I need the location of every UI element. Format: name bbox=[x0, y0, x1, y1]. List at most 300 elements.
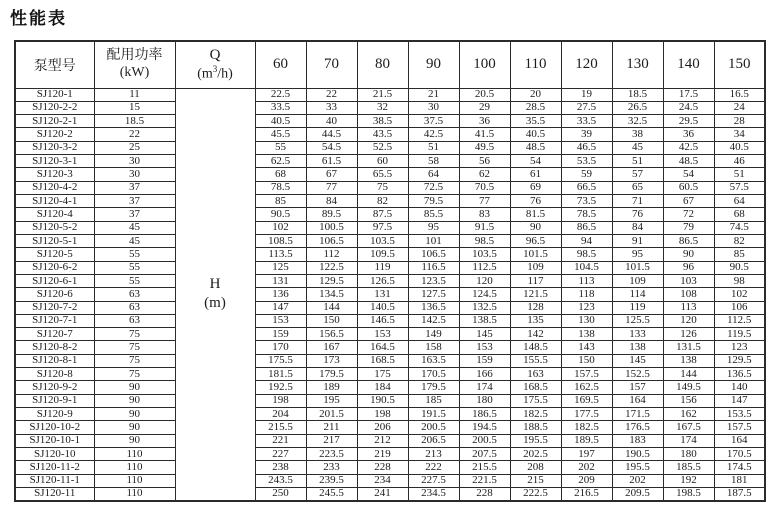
head-value-cell: 132.5 bbox=[459, 301, 510, 314]
head-value-cell: 202.5 bbox=[510, 447, 561, 460]
head-value-cell: 126 bbox=[663, 328, 714, 341]
rated-power-cell: 37 bbox=[94, 208, 175, 221]
head-value-cell: 58 bbox=[408, 155, 459, 168]
table-row bbox=[15, 155, 765, 168]
head-value-cell: 207.5 bbox=[459, 447, 510, 460]
head-value-cell: 176.5 bbox=[612, 421, 663, 434]
rated-power-cell: 15 bbox=[94, 101, 175, 114]
head-value-cell: 69 bbox=[510, 181, 561, 194]
head-value-cell: 206 bbox=[357, 421, 408, 434]
page-title: 性能表 bbox=[10, 9, 67, 28]
head-value-cell: 179.5 bbox=[408, 381, 459, 394]
rated-power-cell: 75 bbox=[94, 368, 175, 381]
head-value-cell: 28 bbox=[714, 115, 765, 128]
head-value-cell: 19 bbox=[561, 88, 612, 101]
table-row bbox=[15, 261, 765, 274]
head-value-cell: 185 bbox=[408, 394, 459, 407]
head-value-cell: 36 bbox=[663, 128, 714, 141]
table-row bbox=[15, 328, 765, 341]
head-value-cell: 117 bbox=[510, 274, 561, 287]
head-value-cell: 91 bbox=[612, 234, 663, 247]
head-value-cell: 77 bbox=[306, 181, 357, 194]
head-value-cell: 61.5 bbox=[306, 155, 357, 168]
rated-power-cell: 75 bbox=[94, 354, 175, 367]
header-flow-100: 100 bbox=[459, 41, 510, 88]
pump-model-cell: SJ120-8 bbox=[15, 368, 94, 381]
head-value-cell: 65.5 bbox=[357, 168, 408, 181]
head-value-cell: 243.5 bbox=[255, 474, 306, 487]
pump-model-cell: SJ120-6 bbox=[15, 288, 94, 301]
table-row bbox=[15, 408, 765, 421]
pump-model-cell: SJ120-1 bbox=[15, 88, 94, 101]
head-value-cell: 206.5 bbox=[408, 434, 459, 447]
pump-model-cell: SJ120-4 bbox=[15, 208, 94, 221]
table-row bbox=[15, 487, 765, 500]
head-value-cell: 180 bbox=[459, 394, 510, 407]
head-value-cell: 118 bbox=[561, 288, 612, 301]
table-row bbox=[15, 248, 765, 261]
head-value-cell: 170.5 bbox=[408, 368, 459, 381]
head-value-cell: 217 bbox=[306, 434, 357, 447]
head-value-cell: 127.5 bbox=[408, 288, 459, 301]
pump-model-cell: SJ120-8-1 bbox=[15, 354, 94, 367]
head-meters-line2: (m) bbox=[204, 295, 226, 312]
head-value-cell: 152.5 bbox=[612, 368, 663, 381]
pump-model-cell: SJ120-6-2 bbox=[15, 261, 94, 274]
head-value-cell: 195.5 bbox=[510, 434, 561, 447]
pump-model-cell: SJ120-7-2 bbox=[15, 301, 94, 314]
head-value-cell: 64 bbox=[714, 195, 765, 208]
head-value-cell: 175.5 bbox=[510, 394, 561, 407]
head-value-cell: 175.5 bbox=[255, 354, 306, 367]
head-value-cell: 221.5 bbox=[459, 474, 510, 487]
head-value-cell: 234 bbox=[357, 474, 408, 487]
head-value-cell: 153 bbox=[357, 328, 408, 341]
head-value-cell: 159 bbox=[459, 354, 510, 367]
rated-power-cell: 18.5 bbox=[94, 115, 175, 128]
head-value-cell: 241 bbox=[357, 487, 408, 500]
rated-power-cell: 25 bbox=[94, 141, 175, 154]
head-value-cell: 108 bbox=[663, 288, 714, 301]
header-pump-model: 泵型号 bbox=[15, 41, 94, 88]
head-value-cell: 54 bbox=[510, 155, 561, 168]
head-value-cell: 43.5 bbox=[357, 128, 408, 141]
head-value-cell: 140.5 bbox=[357, 301, 408, 314]
head-value-cell: 83 bbox=[459, 208, 510, 221]
head-value-cell: 103 bbox=[663, 274, 714, 287]
head-value-cell: 126.5 bbox=[357, 274, 408, 287]
head-value-cell: 130 bbox=[561, 314, 612, 327]
head-value-cell: 131.5 bbox=[663, 341, 714, 354]
table-row bbox=[15, 381, 765, 394]
head-value-cell: 180 bbox=[663, 447, 714, 460]
head-value-cell: 121.5 bbox=[510, 288, 561, 301]
head-value-cell: 54.5 bbox=[306, 141, 357, 154]
head-value-cell: 133 bbox=[612, 328, 663, 341]
head-value-cell: 123 bbox=[714, 341, 765, 354]
table-row bbox=[15, 354, 765, 367]
head-value-cell: 38.5 bbox=[357, 115, 408, 128]
pump-model-cell: SJ120-9 bbox=[15, 408, 94, 421]
head-value-cell: 112.5 bbox=[714, 314, 765, 327]
table-row bbox=[15, 195, 765, 208]
head-value-cell: 76 bbox=[612, 208, 663, 221]
head-value-cell: 156.5 bbox=[306, 328, 357, 341]
pump-model-cell: SJ120-8-2 bbox=[15, 341, 94, 354]
head-value-cell: 227 bbox=[255, 447, 306, 460]
head-value-cell: 73.5 bbox=[561, 195, 612, 208]
head-value-cell: 102 bbox=[255, 221, 306, 234]
head-value-cell: 38 bbox=[612, 128, 663, 141]
head-value-cell: 125.5 bbox=[612, 314, 663, 327]
head-value-cell: 167 bbox=[306, 341, 357, 354]
head-value-cell: 136.5 bbox=[408, 301, 459, 314]
head-value-cell: 46 bbox=[714, 155, 765, 168]
head-value-cell: 119 bbox=[357, 261, 408, 274]
head-value-cell: 79.5 bbox=[408, 195, 459, 208]
head-value-cell: 71 bbox=[612, 195, 663, 208]
head-value-cell: 145 bbox=[459, 328, 510, 341]
head-value-cell: 189.5 bbox=[561, 434, 612, 447]
head-value-cell: 129.5 bbox=[714, 354, 765, 367]
pump-model-cell: SJ120-5-1 bbox=[15, 234, 94, 247]
head-value-cell: 18.5 bbox=[612, 88, 663, 101]
head-value-cell: 57.5 bbox=[714, 181, 765, 194]
head-value-cell: 72.5 bbox=[408, 181, 459, 194]
table-row bbox=[15, 274, 765, 287]
head-value-cell: 182.5 bbox=[510, 408, 561, 421]
head-value-cell: 156 bbox=[663, 394, 714, 407]
head-value-cell: 112.5 bbox=[459, 261, 510, 274]
head-value-cell: 42.5 bbox=[663, 141, 714, 154]
rated-power-cell: 37 bbox=[94, 195, 175, 208]
head-value-cell: 174 bbox=[459, 381, 510, 394]
pump-model-cell: SJ120-2-2 bbox=[15, 101, 94, 114]
head-value-cell: 215.5 bbox=[459, 461, 510, 474]
head-value-cell: 86.5 bbox=[663, 234, 714, 247]
head-value-cell: 54 bbox=[663, 168, 714, 181]
header-rated-power-line1: 配用功率 bbox=[106, 47, 163, 63]
rated-power-cell: 30 bbox=[94, 155, 175, 168]
head-value-cell: 119 bbox=[612, 301, 663, 314]
head-value-cell: 90.5 bbox=[255, 208, 306, 221]
head-value-cell: 209 bbox=[561, 474, 612, 487]
head-value-cell: 181 bbox=[714, 474, 765, 487]
table-row bbox=[15, 208, 765, 221]
head-value-cell: 153 bbox=[459, 341, 510, 354]
head-value-cell: 168.5 bbox=[510, 381, 561, 394]
head-value-cell: 51 bbox=[714, 168, 765, 181]
rated-power-cell: 110 bbox=[94, 461, 175, 474]
head-value-cell: 128 bbox=[510, 301, 561, 314]
head-value-cell: 164.5 bbox=[357, 341, 408, 354]
head-value-cell: 17.5 bbox=[663, 88, 714, 101]
head-value-cell: 29 bbox=[459, 101, 510, 114]
head-value-cell: 98.5 bbox=[561, 248, 612, 261]
head-value-cell: 119.5 bbox=[714, 328, 765, 341]
head-value-cell: 40.5 bbox=[255, 115, 306, 128]
header-flow-70: 70 bbox=[306, 41, 357, 88]
head-value-cell: 109.5 bbox=[357, 248, 408, 261]
flow-unit-close: /h) bbox=[217, 66, 233, 82]
table-row bbox=[15, 341, 765, 354]
head-value-cell: 129.5 bbox=[306, 274, 357, 287]
head-value-cell: 239.5 bbox=[306, 474, 357, 487]
head-value-cell: 157.5 bbox=[561, 368, 612, 381]
head-value-cell: 197 bbox=[561, 447, 612, 460]
head-value-cell: 150 bbox=[306, 314, 357, 327]
head-value-cell: 116.5 bbox=[408, 261, 459, 274]
head-value-cell: 146.5 bbox=[357, 314, 408, 327]
header-rated-power-line2: (kW) bbox=[119, 64, 150, 80]
head-value-cell: 91.5 bbox=[459, 221, 510, 234]
head-meters-line1: H bbox=[209, 276, 221, 293]
rated-power-cell: 110 bbox=[94, 474, 175, 487]
head-value-cell: 76 bbox=[510, 195, 561, 208]
head-value-cell: 164 bbox=[714, 434, 765, 447]
head-value-cell: 86.5 bbox=[561, 221, 612, 234]
head-value-cell: 55 bbox=[255, 141, 306, 154]
head-value-cell: 22.5 bbox=[255, 88, 306, 101]
head-value-cell: 109 bbox=[510, 261, 561, 274]
rated-power-cell: 90 bbox=[94, 434, 175, 447]
head-value-cell: 32 bbox=[357, 101, 408, 114]
head-value-cell: 66.5 bbox=[561, 181, 612, 194]
head-value-cell: 238 bbox=[255, 461, 306, 474]
head-value-cell: 75 bbox=[357, 181, 408, 194]
head-value-cell: 39 bbox=[561, 128, 612, 141]
head-value-cell: 120 bbox=[663, 314, 714, 327]
head-value-cell: 153 bbox=[255, 314, 306, 327]
head-value-cell: 158 bbox=[408, 341, 459, 354]
header-flow-60: 60 bbox=[255, 41, 306, 88]
head-value-cell: 144 bbox=[663, 368, 714, 381]
head-value-cell: 135 bbox=[510, 314, 561, 327]
head-value-cell: 68 bbox=[714, 208, 765, 221]
head-value-cell: 85 bbox=[714, 248, 765, 261]
head-value-cell: 208 bbox=[510, 461, 561, 474]
head-value-cell: 45 bbox=[612, 141, 663, 154]
head-value-cell: 27.5 bbox=[561, 101, 612, 114]
head-value-cell: 90 bbox=[510, 221, 561, 234]
head-value-cell: 234.5 bbox=[408, 487, 459, 500]
rated-power-cell: 110 bbox=[94, 447, 175, 460]
head-value-cell: 145 bbox=[612, 354, 663, 367]
head-value-cell: 60 bbox=[357, 155, 408, 168]
head-value-cell: 113 bbox=[561, 274, 612, 287]
head-value-cell: 212 bbox=[357, 434, 408, 447]
table-row bbox=[15, 234, 765, 247]
head-value-cell: 40 bbox=[306, 115, 357, 128]
head-value-cell: 84 bbox=[612, 221, 663, 234]
head-value-cell: 21 bbox=[408, 88, 459, 101]
head-value-cell: 123.5 bbox=[408, 274, 459, 287]
head-value-cell: 175 bbox=[357, 368, 408, 381]
head-value-cell: 106.5 bbox=[408, 248, 459, 261]
table-row bbox=[15, 368, 765, 381]
head-value-cell: 95 bbox=[408, 221, 459, 234]
pump-model-cell: SJ120-4-1 bbox=[15, 195, 94, 208]
head-value-cell: 40.5 bbox=[510, 128, 561, 141]
head-value-cell: 191.5 bbox=[408, 408, 459, 421]
head-value-cell: 64 bbox=[408, 168, 459, 181]
rated-power-cell: 55 bbox=[94, 248, 175, 261]
head-value-cell: 49.5 bbox=[459, 141, 510, 154]
pump-model-cell: SJ120-10-2 bbox=[15, 421, 94, 434]
head-value-cell: 147 bbox=[714, 394, 765, 407]
head-value-cell: 183 bbox=[612, 434, 663, 447]
head-value-cell: 228 bbox=[357, 461, 408, 474]
head-value-cell: 195.5 bbox=[612, 461, 663, 474]
head-value-cell: 169.5 bbox=[561, 394, 612, 407]
pump-model-cell: SJ120-7 bbox=[15, 328, 94, 341]
head-value-cell: 35.5 bbox=[510, 115, 561, 128]
head-value-cell: 134.5 bbox=[306, 288, 357, 301]
head-value-cell: 245.5 bbox=[306, 487, 357, 500]
head-value-cell: 30 bbox=[408, 101, 459, 114]
head-value-cell: 250 bbox=[255, 487, 306, 500]
header-flow-120: 120 bbox=[561, 41, 612, 88]
head-value-cell: 163.5 bbox=[408, 354, 459, 367]
head-value-cell: 90.5 bbox=[714, 261, 765, 274]
head-value-cell: 170 bbox=[255, 341, 306, 354]
rated-power-cell: 45 bbox=[94, 234, 175, 247]
head-value-cell: 192 bbox=[663, 474, 714, 487]
head-value-cell: 21.5 bbox=[357, 88, 408, 101]
rated-power-cell: 22 bbox=[94, 128, 175, 141]
head-value-cell: 24 bbox=[714, 101, 765, 114]
head-value-cell: 201.5 bbox=[306, 408, 357, 421]
head-value-cell: 28.5 bbox=[510, 101, 561, 114]
head-value-cell: 173 bbox=[306, 354, 357, 367]
head-value-cell: 194.5 bbox=[459, 421, 510, 434]
head-meters-cell bbox=[175, 88, 255, 501]
head-value-cell: 89.5 bbox=[306, 208, 357, 221]
head-value-cell: 95 bbox=[612, 248, 663, 261]
head-value-cell: 106 bbox=[714, 301, 765, 314]
rated-power-cell: 11 bbox=[94, 88, 175, 101]
head-value-cell: 87.5 bbox=[357, 208, 408, 221]
head-value-cell: 195 bbox=[306, 394, 357, 407]
head-value-cell: 227.5 bbox=[408, 474, 459, 487]
pump-model-cell: SJ120-3 bbox=[15, 168, 94, 181]
head-value-cell: 143 bbox=[561, 341, 612, 354]
head-value-cell: 29.5 bbox=[663, 115, 714, 128]
head-value-cell: 62.5 bbox=[255, 155, 306, 168]
table-row bbox=[15, 88, 765, 101]
table-row bbox=[15, 447, 765, 460]
head-value-cell: 48.5 bbox=[663, 155, 714, 168]
header-flow-140: 140 bbox=[663, 41, 714, 88]
head-value-cell: 70.5 bbox=[459, 181, 510, 194]
head-value-cell: 65 bbox=[612, 181, 663, 194]
head-value-cell: 123 bbox=[561, 301, 612, 314]
head-value-cell: 162 bbox=[663, 408, 714, 421]
head-value-cell: 170.5 bbox=[714, 447, 765, 460]
head-value-cell: 112 bbox=[306, 248, 357, 261]
head-value-cell: 186.5 bbox=[459, 408, 510, 421]
head-value-cell: 179.5 bbox=[306, 368, 357, 381]
head-value-cell: 20 bbox=[510, 88, 561, 101]
rated-power-cell: 55 bbox=[94, 261, 175, 274]
head-value-cell: 153.5 bbox=[714, 408, 765, 421]
head-value-cell: 177.5 bbox=[561, 408, 612, 421]
head-value-cell: 136.5 bbox=[714, 368, 765, 381]
head-value-cell: 215 bbox=[510, 474, 561, 487]
head-value-cell: 101.5 bbox=[612, 261, 663, 274]
head-value-cell: 138.5 bbox=[459, 314, 510, 327]
pump-model-cell: SJ120-10 bbox=[15, 447, 94, 460]
head-value-cell: 67 bbox=[663, 195, 714, 208]
head-value-cell: 98.5 bbox=[459, 234, 510, 247]
table-body bbox=[15, 88, 765, 501]
head-value-cell: 40.5 bbox=[714, 141, 765, 154]
head-value-cell: 144 bbox=[306, 301, 357, 314]
head-value-cell: 198 bbox=[357, 408, 408, 421]
head-value-cell: 24.5 bbox=[663, 101, 714, 114]
head-value-cell: 68 bbox=[255, 168, 306, 181]
head-value-cell: 67 bbox=[306, 168, 357, 181]
rated-power-cell: 90 bbox=[94, 408, 175, 421]
table-row bbox=[15, 434, 765, 447]
head-value-cell: 189 bbox=[306, 381, 357, 394]
pump-model-cell: SJ120-7-1 bbox=[15, 314, 94, 327]
head-value-cell: 228 bbox=[459, 487, 510, 500]
flow-unit-open: (m bbox=[197, 66, 213, 82]
head-value-cell: 202 bbox=[561, 461, 612, 474]
head-value-cell: 223.5 bbox=[306, 447, 357, 460]
head-value-cell: 188.5 bbox=[510, 421, 561, 434]
head-value-cell: 36 bbox=[459, 115, 510, 128]
head-value-cell: 142 bbox=[510, 328, 561, 341]
head-value-cell: 222 bbox=[408, 461, 459, 474]
head-value-cell: 53.5 bbox=[561, 155, 612, 168]
pump-model-cell: SJ120-4-2 bbox=[15, 181, 94, 194]
table-row bbox=[15, 141, 765, 154]
pump-model-cell: SJ120-2 bbox=[15, 128, 94, 141]
head-value-cell: 184 bbox=[357, 381, 408, 394]
head-value-cell: 44.5 bbox=[306, 128, 357, 141]
head-value-cell: 103.5 bbox=[357, 234, 408, 247]
head-value-cell: 59 bbox=[561, 168, 612, 181]
pump-model-cell: SJ120-11-1 bbox=[15, 474, 94, 487]
rated-power-cell: 63 bbox=[94, 288, 175, 301]
rated-power-cell: 75 bbox=[94, 328, 175, 341]
head-value-cell: 109 bbox=[612, 274, 663, 287]
head-value-cell: 190.5 bbox=[357, 394, 408, 407]
head-value-cell: 61 bbox=[510, 168, 561, 181]
pump-model-cell: SJ120-9-2 bbox=[15, 381, 94, 394]
head-value-cell: 166 bbox=[459, 368, 510, 381]
head-value-cell: 142.5 bbox=[408, 314, 459, 327]
head-value-cell: 219 bbox=[357, 447, 408, 460]
head-value-cell: 148.5 bbox=[510, 341, 561, 354]
head-value-cell: 200.5 bbox=[408, 421, 459, 434]
head-value-cell: 213 bbox=[408, 447, 459, 460]
head-value-cell: 182.5 bbox=[561, 421, 612, 434]
head-value-cell: 171.5 bbox=[612, 408, 663, 421]
head-value-cell: 41.5 bbox=[459, 128, 510, 141]
rated-power-cell: 90 bbox=[94, 421, 175, 434]
head-value-cell: 164 bbox=[612, 394, 663, 407]
head-value-cell: 222.5 bbox=[510, 487, 561, 500]
pump-model-cell: SJ120-2-1 bbox=[15, 115, 94, 128]
head-value-cell: 167.5 bbox=[663, 421, 714, 434]
head-value-cell: 82 bbox=[714, 234, 765, 247]
head-value-cell: 113 bbox=[663, 301, 714, 314]
table-row bbox=[15, 394, 765, 407]
rated-power-cell: 90 bbox=[94, 381, 175, 394]
